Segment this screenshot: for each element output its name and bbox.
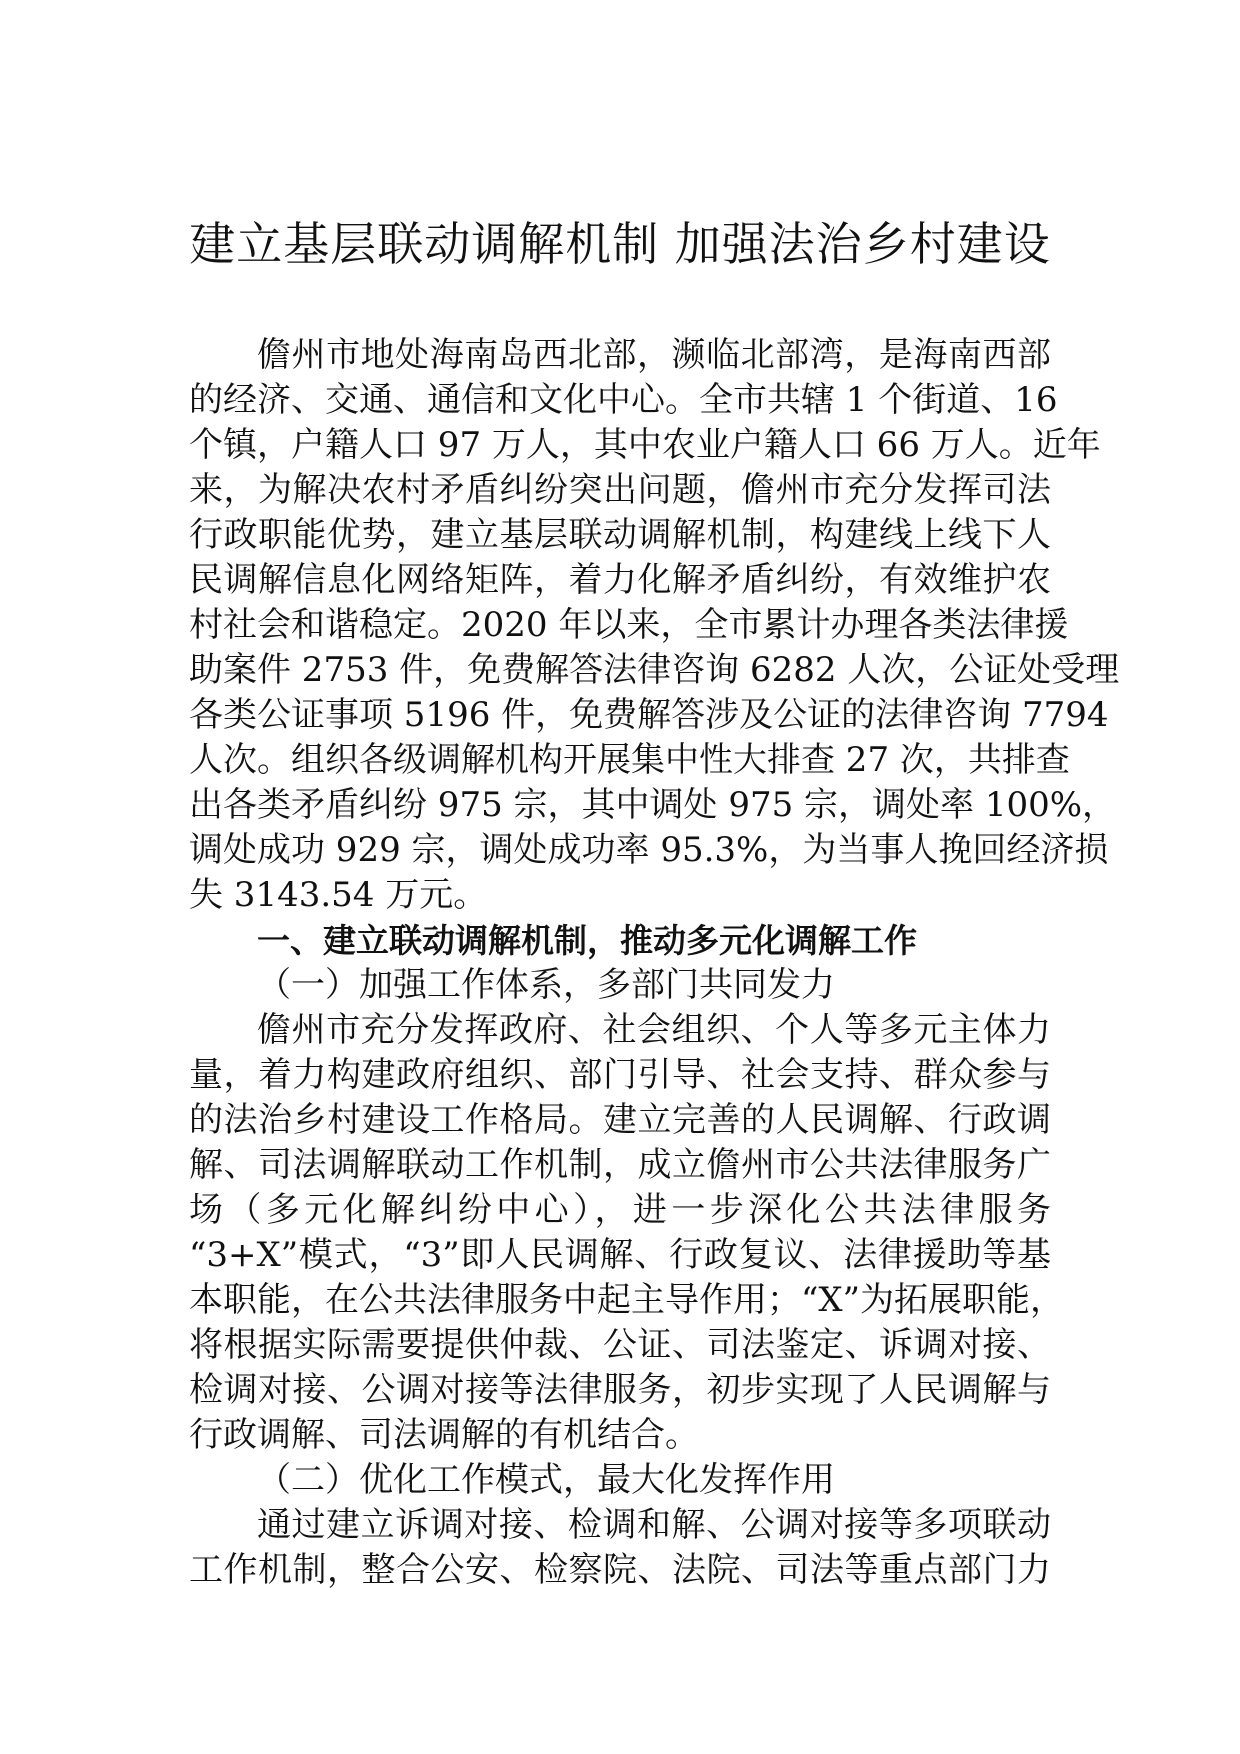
paragraph-line: 村社会和谐稳定。2020 年以来，全市累计办理各类法律援 (189, 605, 1069, 645)
paragraph-line: 调处成功 929 宗，调处成功率 95.3%，为当事人挽回经济损 (189, 830, 1109, 870)
subsection-heading: （二）优化工作模式，最大化发挥作用 (257, 1460, 835, 1500)
paragraph-line: 儋州市充分发挥政府、社会组织、个人等多元主体力 (257, 1010, 1051, 1050)
paragraph-line: 来，为解决农村矛盾纠纷突出问题，儋州市充分发挥司法 (189, 470, 1051, 510)
paragraph-line: 助案件 2753 件，免费解答法律咨询 6282 人次，公证处受理 (189, 650, 1120, 690)
subsection-heading: （一）加强工作体系，多部门共同发力 (257, 965, 835, 1005)
document-body (189, 333, 1120, 1593)
paragraph-line: 本职能，在公共法律服务中起主导作用；“X”为拓展职能， (189, 1280, 1064, 1320)
paragraph-line: 检调对接、公调对接等法律服务，初步实现了人民调解与 (189, 1370, 1051, 1410)
paragraph-line: 个镇，户籍人口 97 万人，其中农业户籍人口 66 万人。近年 (189, 425, 1101, 465)
paragraph-line: 儋州市地处海南岛西北部，濒临北部湾，是海南西部 (257, 335, 1051, 375)
section-heading: 一、建立联动调解机制，推动多元化调解工作 (257, 921, 917, 960)
paragraph-line: 民调解信息化网络矩阵，着力化解矛盾纠纷，有效维护农 (189, 560, 1051, 600)
paragraph-line: 将根据实际需要提供仲裁、公证、司法鉴定、诉调对接、 (189, 1325, 1051, 1365)
paragraph-line: 通过建立诉调对接、检调和解、公调对接等多项联动 (257, 1505, 1051, 1545)
paragraph-line: 工作机制，整合公安、检察院、法院、司法等重点部门力 (189, 1550, 1051, 1590)
paragraph-line: 解、司法调解联动工作机制，成立儋州市公共法律服务广 (189, 1145, 1051, 1185)
document-title: 建立基层联动调解机制 加强法治乡村建设 (189, 217, 1051, 271)
paragraph-line: “3+X”模式，“3”即人民调解、行政复议、法律援助等基 (189, 1235, 1051, 1275)
paragraph-line: 量，着力构建政府组织、部门引导、社会支持、群众参与 (189, 1055, 1051, 1095)
paragraph-line: 场（多元化解纠纷中心），进一步深化公共法律服务 (189, 1190, 1051, 1230)
paragraph-line: 各类公证事项 5196 件，免费解答涉及公证的法律咨询 7794 (189, 695, 1109, 735)
paragraph-line: 失 3143.54 万元。 (189, 875, 488, 915)
paragraph-line: 行政调解、司法调解的有机结合。 (189, 1415, 699, 1455)
paragraph-line: 行政职能优势，建立基层联动调解机制，构建线上线下人 (189, 515, 1051, 555)
paragraph-line: 的经济、交通、通信和文化中心。全市共辖 1 个街道、16 (189, 380, 1058, 420)
paragraph-line: 出各类矛盾纠纷 975 宗，其中调处 975 宗，调处率 100%， (189, 785, 1117, 825)
paragraph-line: 人次。组织各级调解机构开展集中性大排查 27 次，共排查 (189, 740, 1070, 780)
paragraph-line: 的法治乡村建设工作格局。建立完善的人民调解、行政调 (189, 1100, 1051, 1140)
